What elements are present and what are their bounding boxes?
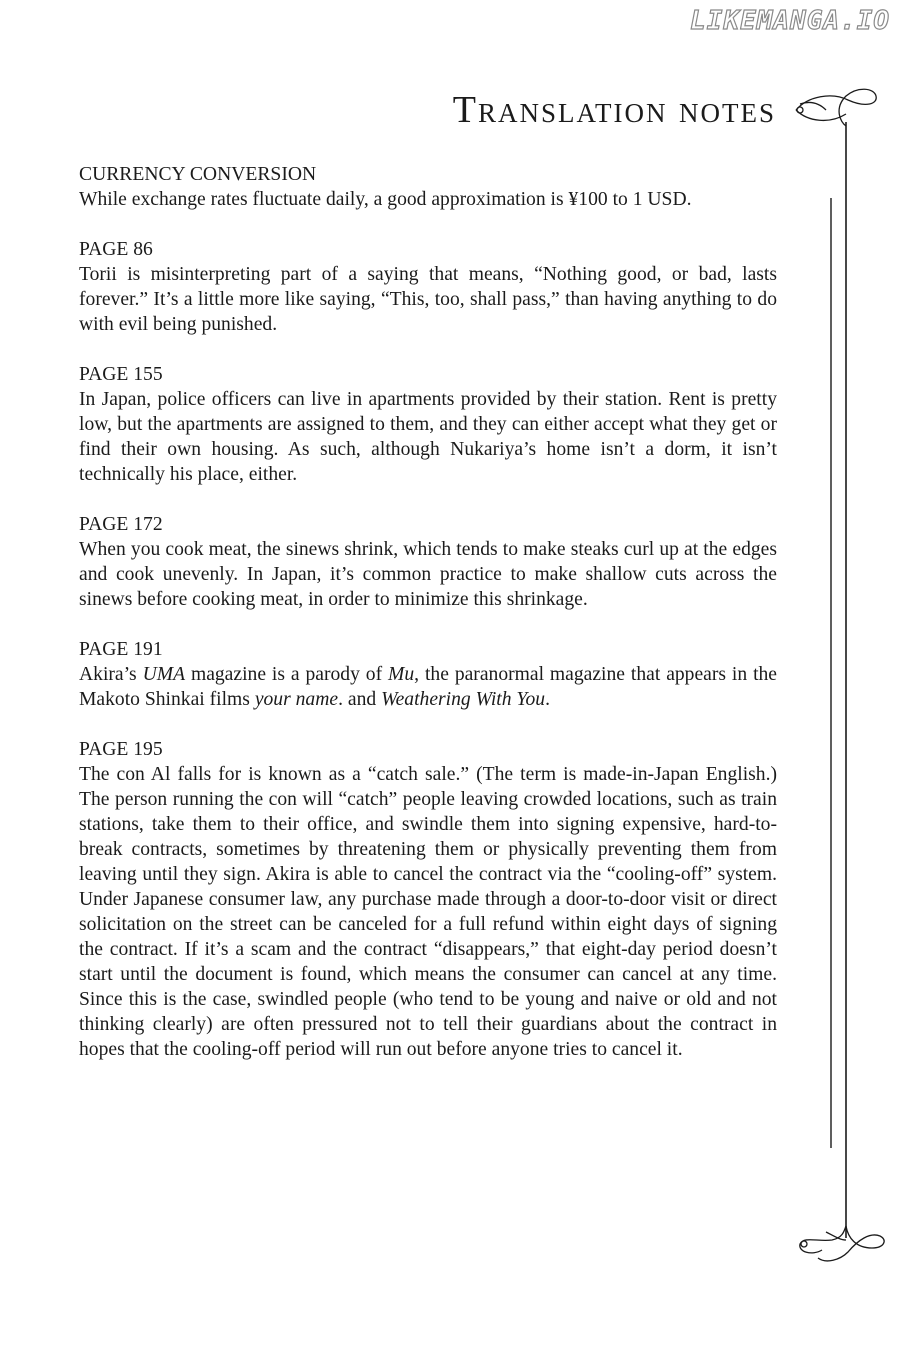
note-heading: PAGE 86 [79,239,153,260]
note-body: Torii is misinterpreting part of a saying that means, “Nothing good, or bad, lasts forever.” It’s a little more like saying, “This, too, shall pass,” than having anything to do with evil being punished. [79,264,777,335]
note-heading: PAGE 191 [79,639,163,660]
note-page-86 [79,237,777,337]
film-title-your-name: your name [254,689,339,710]
top-flourish-icon [796,89,876,126]
note-page-195 [79,737,777,1062]
note-text-run: . and [338,689,382,710]
page-title: Translation notes [452,89,776,131]
note-heading: PAGE 155 [79,364,163,385]
notes-content [79,162,777,1087]
note-body: In Japan, police officers can live in apartments provided by their station. Rent is pretty low, but the apartments are assigned to them, and they can either accept what they get or find their own housing. As such, although Nukariya’s home isn’t a dorm, it isn’t technically his place, either. [79,389,777,485]
magazine-title-mu: Mu [388,664,415,685]
note-heading: PAGE 195 [79,739,163,760]
note-body: When you cook meat, the sinews shrink, which tends to make steaks curl up at the edges and cook unevenly. In Japan, it’s common practice to make shallow cuts across the sinews before cooking meat, in order to minimize this shrinkage. [79,539,777,610]
note-text-run: . [545,689,551,710]
note-page-172 [79,512,777,612]
note-body [79,662,777,712]
note-text-run: , the paranormal magazine that appears in the Makoto Shinkai films [79,664,778,710]
bottom-flourish-icon [800,1226,884,1261]
note-page-191 [79,637,777,712]
note-currency [79,162,777,212]
note-page-155 [79,362,777,487]
note-heading: PAGE 172 [79,514,163,535]
site-watermark: LIKEMANGA.IO [690,6,890,36]
note-text-run: magazine is a parody of [185,664,389,685]
note-heading: CURRENCY CONVERSION [79,164,317,185]
magazine-title-uma: UMA [142,664,186,685]
note-body: The con Al falls for is known as a “catch sale.” (The term is made-in-Japan English.) The person running the con will “catch” people leaving crowded locations, such as train stations, take them to their office, and swindle them into signing expensive, hard-to-break contracts, sometimes by threatening them or physically preventing them from leaving until they sign. Akira is able to cancel the contract via the “cooling-off” system. Under Japanese consumer law, any purchase made through a door-to-door visit or direct solicitation on the street can be canceled for a full refund within eight days of signing the contract. If it’s a scam and the contract “disappears,” that eight-day period doesn’t start until the document is found, which means the consumer can cancel at any time. Since this is the case, swindled people (who tend to be young and naive or old and not thinking clearly) are often pressured not to tell their guardians about the contract in hopes that the cooling-off period will run out before anyone tries to cancel it. [79,764,777,1060]
film-title-weathering: Weathering With You [381,689,546,710]
note-body: While exchange rates fluctuate daily, a good approximation is ¥100 to 1 USD. [79,189,692,210]
note-text-run: Akira’s [79,664,143,685]
